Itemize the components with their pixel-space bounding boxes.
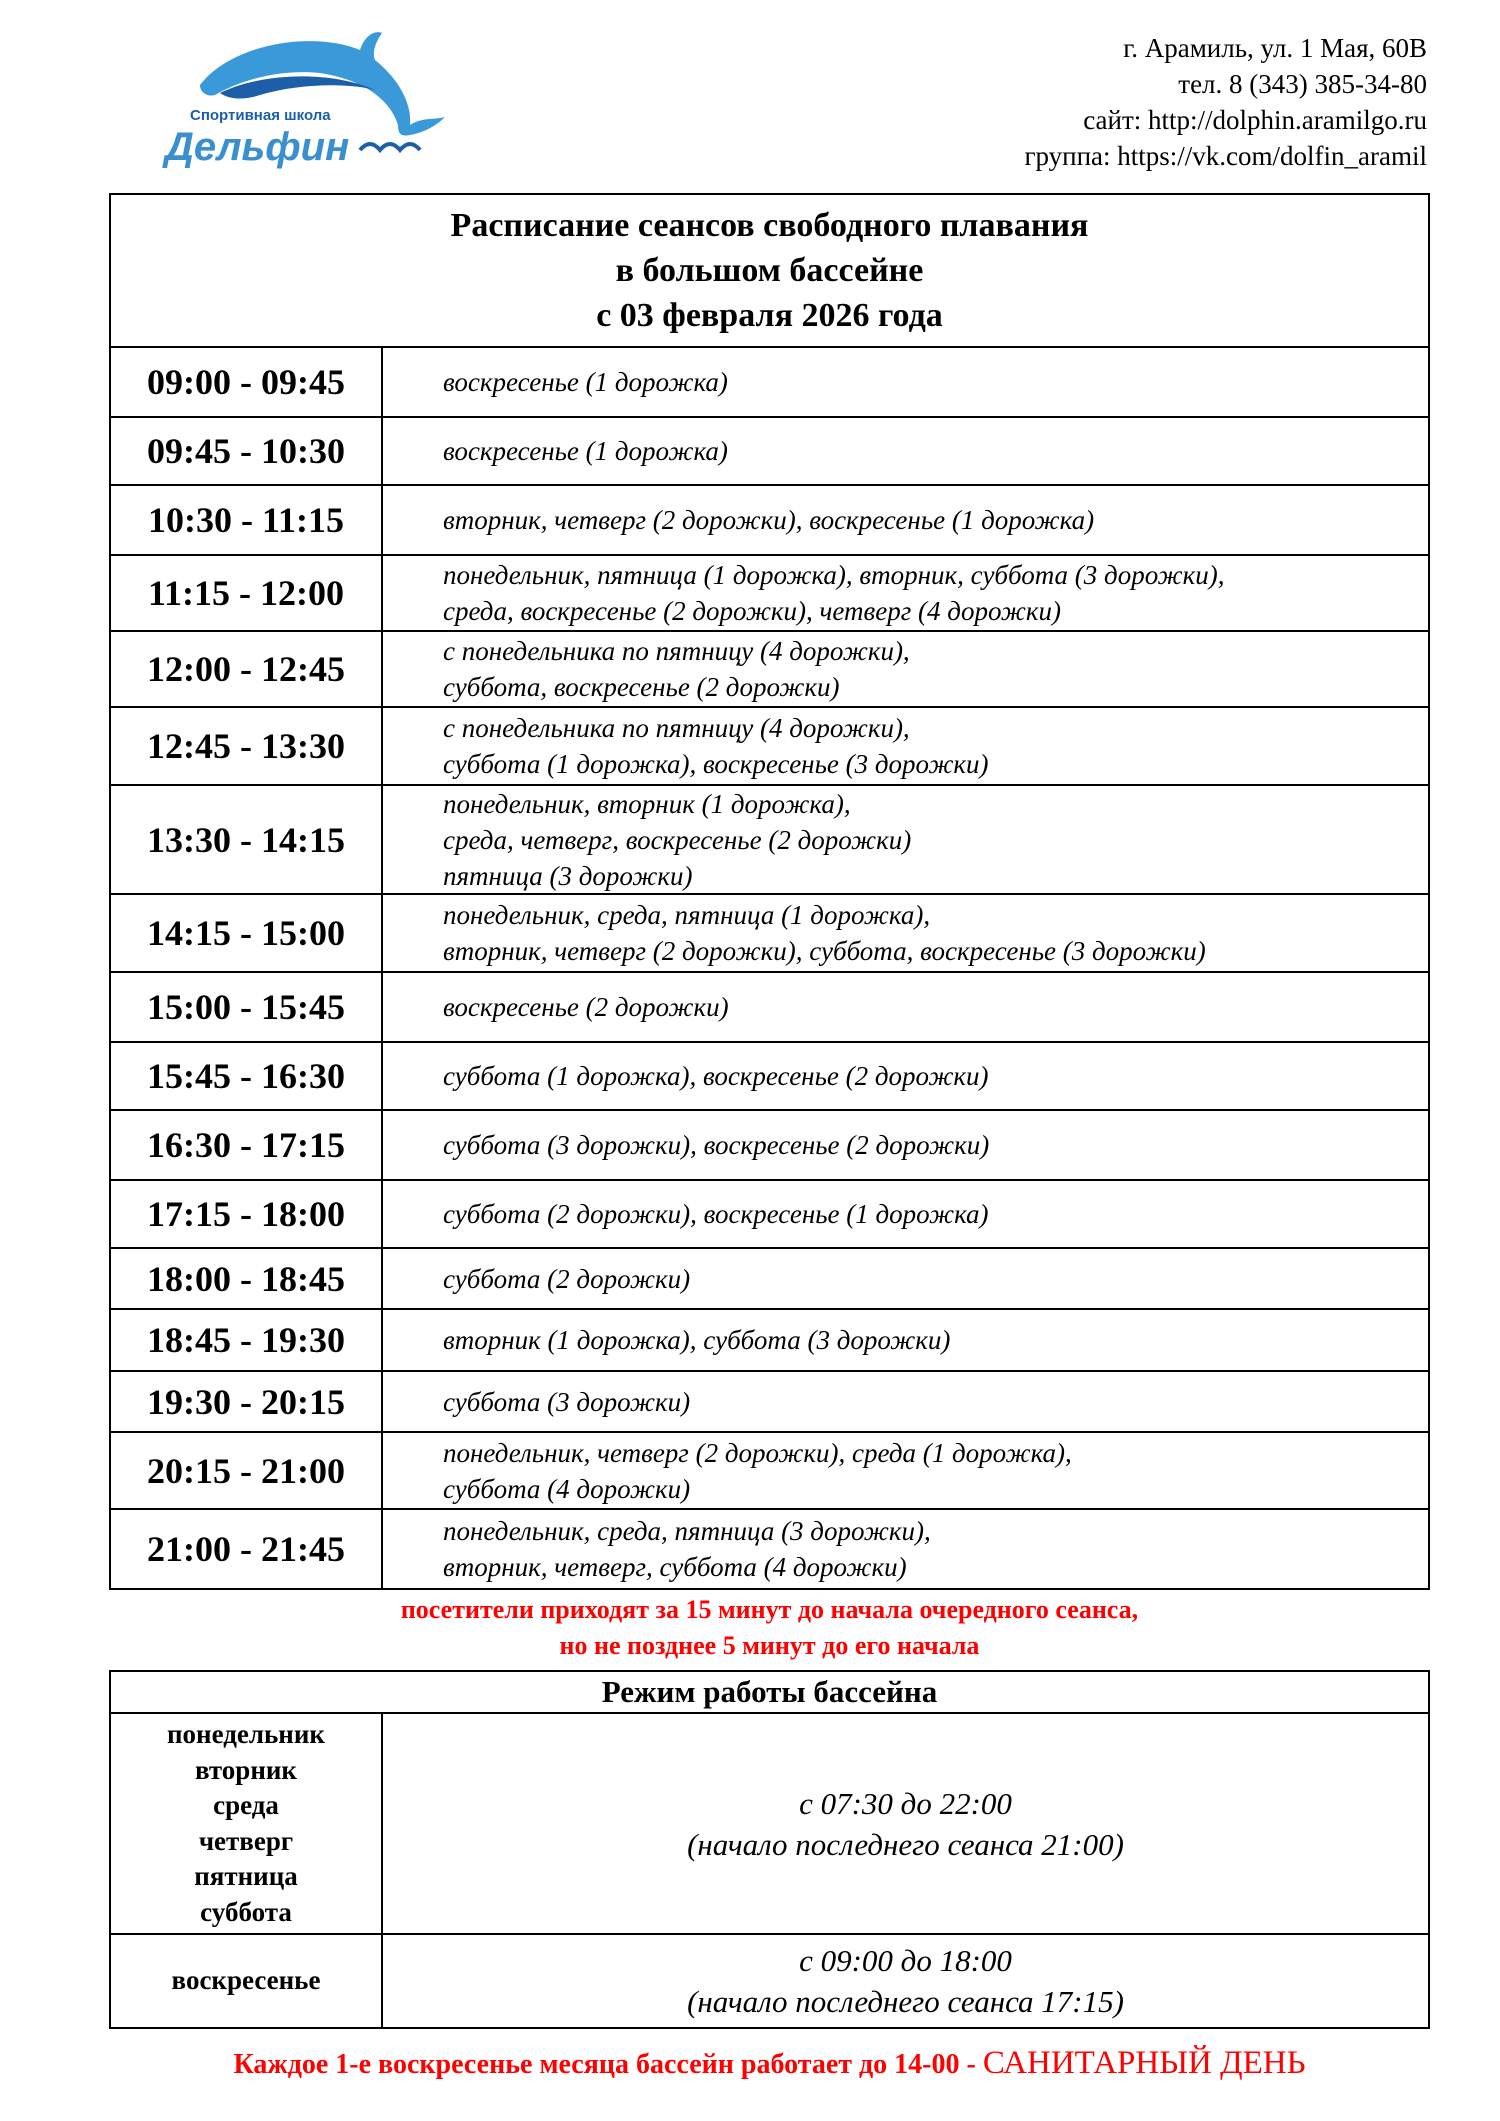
session-days-text (443, 897, 1206, 969)
session-days (383, 418, 1428, 484)
title-line: в большом бассейне (615, 252, 924, 289)
session-time: 18:00 - 18:45 (111, 1249, 383, 1308)
session-days-text (443, 1058, 989, 1094)
session-line: воскресенье (1 дорожка) (443, 436, 728, 466)
session-time: 09:45 - 10:30 (111, 418, 383, 484)
session-line: суббота (4 дорожки) (443, 1473, 691, 1504)
schedule-row (111, 486, 1428, 556)
session-line: вторник, четверг, суббота (4 дорожки) (443, 1552, 907, 1582)
waves-icon (360, 144, 420, 150)
hours-days (111, 1714, 383, 1933)
session-days (383, 1433, 1428, 1508)
session-time: 14:15 - 15:00 (111, 895, 383, 971)
schedule-row (111, 1181, 1428, 1249)
contact-line: сайт: http://dolphin.aramilgo.ru (1083, 105, 1427, 135)
schedule-row (111, 1372, 1428, 1433)
session-line: вторник (1 дорожка), суббота (3 дорожки) (443, 1325, 951, 1355)
session-line: среда, воскресенье (2 дорожки), четверг (4 дорожки) (443, 596, 1062, 626)
arrival-note (109, 1592, 1430, 1664)
hours-value (383, 1935, 1428, 2027)
session-line: среда, четверг, воскресенье (2 дорожки) (443, 824, 912, 855)
session-days-text (443, 1435, 1072, 1507)
logo-name: Дельфин (165, 125, 350, 169)
session-days (383, 786, 1428, 893)
day-name: воскресенье (171, 1965, 321, 1996)
schedule-row (111, 348, 1428, 418)
session-days (383, 1249, 1428, 1308)
schedule-row (111, 556, 1428, 632)
hours-title: Режим работы бассейна (111, 1672, 1428, 1714)
schedule-table (109, 193, 1430, 1590)
hours-value (383, 1714, 1428, 1933)
session-days (383, 632, 1428, 706)
schedule-row (111, 1249, 1428, 1310)
day-name: вторник (194, 1754, 297, 1785)
schedule-row (111, 786, 1428, 895)
session-line: пятница (3 дорожки) (443, 860, 693, 891)
day-name: четверг (198, 1825, 294, 1856)
schedule-row (111, 1510, 1428, 1588)
session-days-text (443, 557, 1225, 629)
session-days-text (443, 989, 729, 1025)
session-line: понедельник, пятница (1 дорожка), вторник, суббота (3 дорожки), (443, 560, 1225, 590)
title-line: с 03 февраля 2026 года (596, 297, 943, 334)
session-time: 18:45 - 19:30 (111, 1310, 383, 1370)
session-days (383, 1372, 1428, 1431)
session-days (383, 1510, 1428, 1588)
session-time: 12:45 - 13:30 (111, 708, 383, 784)
schedule-row (111, 1433, 1428, 1510)
session-line: суббота, воскресенье (2 дорожки) (443, 672, 840, 702)
schedule-row (111, 973, 1428, 1043)
contact-line: группа: https://vk.com/dolfin_aramil (1024, 141, 1427, 171)
session-days (383, 1043, 1428, 1109)
footer-text: Каждое 1-е воскресенье месяца бассейн работает до 14-00 - (233, 2049, 983, 2080)
session-days-text (443, 433, 728, 469)
session-line: с понедельника по пятницу (4 дорожки), (443, 636, 910, 666)
schedule-row (111, 1111, 1428, 1181)
footer-highlight: САНИТАРНЫЙ ДЕНЬ (982, 2045, 1306, 2081)
session-days-text (443, 1196, 989, 1232)
schedule-row (111, 418, 1428, 486)
session-time: 11:15 - 12:00 (111, 556, 383, 630)
session-line: вторник, четверг (2 дорожки), суббота, воскресенье (3 дорожки) (443, 936, 1206, 966)
schedule-row (111, 1310, 1428, 1372)
session-days (383, 556, 1428, 630)
session-days (383, 1310, 1428, 1370)
session-days-text (443, 1384, 690, 1420)
contact-line: г. Арамиль, ул. 1 Мая, 60В (1123, 33, 1427, 63)
session-line: вторник, четверг (2 дорожки), воскресенье (1 дорожка) (443, 505, 1095, 535)
session-days-text (443, 710, 989, 782)
session-time: 21:00 - 21:45 (111, 1510, 383, 1588)
session-days (383, 1181, 1428, 1247)
session-time: 09:00 - 09:45 (111, 348, 383, 416)
contacts-block (1024, 30, 1427, 174)
session-line: суббота (2 дорожки), воскресенье (1 дорожка) (443, 1199, 989, 1229)
day-name: пятница (194, 1861, 298, 1891)
session-days-text (443, 364, 728, 400)
schedule-title (111, 195, 1428, 348)
session-days-text (443, 1261, 690, 1297)
session-time: 19:30 - 20:15 (111, 1372, 383, 1431)
session-time: 15:00 - 15:45 (111, 973, 383, 1041)
session-days (383, 708, 1428, 784)
session-days (383, 348, 1428, 416)
day-name: суббота (200, 1896, 292, 1927)
note-line: посетители приходят за 15 минут до начала очередного сеанса, (400, 1595, 1139, 1624)
day-name: среда (213, 1790, 279, 1820)
session-line: воскресенье (1 дорожка) (443, 367, 728, 397)
session-time: 10:30 - 11:15 (111, 486, 383, 554)
hours-row (111, 1935, 1428, 2027)
session-time: 13:30 - 14:15 (111, 786, 383, 893)
session-line: понедельник, среда, пятница (1 дорожка), (443, 900, 931, 930)
session-time: 17:15 - 18:00 (111, 1181, 383, 1247)
hours-line: с 07:30 до 22:00 (799, 1785, 1012, 1821)
session-days (383, 1111, 1428, 1179)
sanitary-day-note (109, 2045, 1430, 2082)
hours-days (111, 1935, 383, 2027)
session-time: 20:15 - 21:00 (111, 1433, 383, 1508)
session-days-text (443, 633, 910, 705)
hours-line: (начало последнего сеанса 17:15) (687, 1984, 1124, 2019)
session-line: суббота (3 дорожки), воскресенье (2 дорожки) (443, 1130, 990, 1160)
session-days-text (443, 1127, 989, 1163)
session-line: суббота (2 дорожки) (443, 1263, 691, 1294)
title-line: Расписание сеансов свободного плавания (450, 207, 1089, 244)
schedule-row (111, 632, 1428, 708)
session-days-text (443, 1322, 950, 1358)
session-time: 12:00 - 12:45 (111, 632, 383, 706)
note-line: но не позднее 5 минут до его начала (559, 1631, 980, 1660)
session-line: суббота (1 дорожка), воскресенье (3 дорожки) (443, 749, 989, 779)
schedule-row (111, 895, 1428, 973)
session-days-text (443, 502, 1094, 538)
hours-table (109, 1670, 1430, 2029)
session-line: суббота (1 дорожка), воскресенье (2 дорожки) (443, 1061, 989, 1091)
session-line: понедельник, четверг (2 дорожки), среда (1 дорожка), (443, 1437, 1072, 1468)
hours-row (111, 1714, 1428, 1935)
session-days (383, 895, 1428, 971)
session-days (383, 486, 1428, 554)
hours-line: с 09:00 до 18:00 (799, 1943, 1012, 1978)
logo-subtitle: Спортивная школа (190, 107, 331, 124)
session-time: 16:30 - 17:15 (111, 1111, 383, 1179)
session-days-text (443, 786, 911, 894)
dolphin-logo (160, 25, 460, 175)
session-line: суббота (3 дорожки) (443, 1386, 691, 1417)
session-days (383, 973, 1428, 1041)
schedule-row (111, 708, 1428, 786)
session-time: 15:45 - 16:30 (111, 1043, 383, 1109)
session-line: с понедельника по пятницу (4 дорожки), (443, 713, 910, 743)
session-days-text (443, 1513, 931, 1585)
session-line: понедельник, среда, пятница (3 дорожки), (443, 1516, 931, 1546)
schedule-row (111, 1043, 1428, 1111)
session-line: воскресенье (2 дорожки) (443, 992, 729, 1022)
contact-line: тел. 8 (343) 385-34-80 (1178, 69, 1427, 99)
hours-line: (начало последнего сеанса 21:00) (687, 1826, 1124, 1862)
day-name: понедельник (167, 1719, 325, 1749)
session-line: понедельник, вторник (1 дорожка), (443, 788, 851, 819)
